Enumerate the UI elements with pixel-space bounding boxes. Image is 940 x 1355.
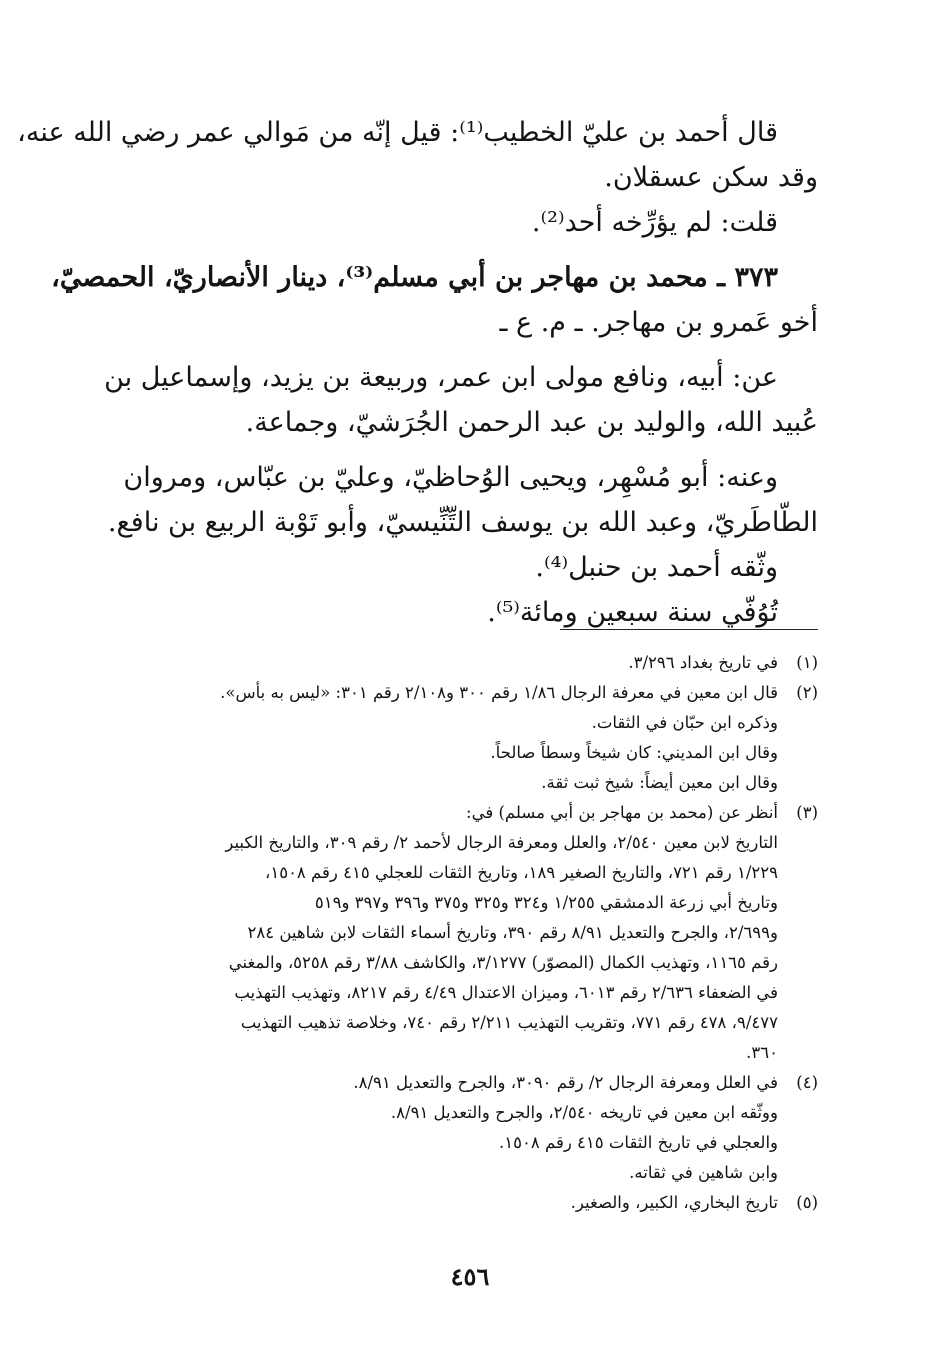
page-number: ٤٥٦	[450, 1262, 490, 1291]
footnote-line: وتاريخ أبي زرعة الدمشقي ١/٢٥٥ و٣٢٤ و٣٢٥ و٣٧٥ و٣٩٦ و٣٩٧ و٥١٩	[314, 893, 778, 912]
body-line: قلت: لم يؤرِّخه أحد⁽²⁾.	[531, 207, 778, 238]
footnote-line: ٩/٤٧٧، ٤٧٨ رقم ٧٧١، وتقريب التهذيب ٢/٢١١ رقم ٧٤٠، وخلاصة تذهيب التهذيب	[240, 1013, 778, 1032]
body-line: وعنه: أبو مُسْهِر، ويحيى الوُحاظيّ، وعليّ بن عبّاس، ومروان	[123, 462, 778, 493]
footnote-line: و٢/٦٩٩، والجرح والتعديل ٨/٩١ رقم ٣٩٠، وتاريخ أسماء الثقات لابن شاهين ٢٨٤	[247, 923, 778, 942]
body-line: الطّاطَريّ، وعبد الله بن يوسف التِّنِّيسيّ، وأبو تَوْبة الربيع بن نافع.	[107, 507, 818, 538]
footnote-separator	[560, 629, 818, 630]
footnote-line: (١)في تاريخ بغداد ٣/٢٩٦.	[118, 648, 818, 678]
entry-heading: ٣٧٣ ـ محمد بن مهاجر بن أبي مسلم⁽³⁾، دينار الأنصاريّ، الحمصيّ،	[51, 262, 778, 293]
footnote-line: ووثّقه ابن معين في تاريخه ٢/٥٤٠، والجرح والتعديل ٨/٩١.	[390, 1103, 778, 1122]
footnote-line: (٢)قال ابن معين في معرفة الرجال ١/٨٦ رقم ٣٠٠ و٢/١٠٨ رقم ٣٠١: «ليس به بأس».	[118, 678, 818, 708]
main-text	[17, 110, 818, 635]
footnotes	[118, 648, 818, 1218]
footnote-line: وقال ابن المديني: كان شيخاً وسطاً صالحاً.	[490, 743, 778, 762]
body-line: عُبيد الله، والوليد بن عبد الرحمن الجُرَشيّ، وجماعة.	[245, 407, 818, 438]
body-line: عن: أبيه، ونافع مولى ابن عمر، وربيعة بن يزيد، وإسماعيل بن	[104, 362, 778, 393]
footnote-line: (٤)في العلل ومعرفة الرجال ٢/ رقم ٣٠٩٠، والجرح والتعديل ٨/٩١.	[118, 1068, 818, 1098]
footnote-line: وقال ابن معين أيضاً: شيخ ثبت ثقة.	[541, 773, 778, 792]
footnote-line: والعجلي في تاريخ الثقات ٤١٥ رقم ١٥٠٨.	[499, 1133, 778, 1152]
footnote-line: في الضعفاء ٢/٦٣٦ رقم ٦٠١٣، وميزان الاعتدال ٤/٤٩ رقم ٨٢١٧، وتهذيب التهذيب	[234, 983, 778, 1002]
footnote-number: (٢)	[796, 683, 818, 702]
body-line: وثّقه أحمد بن حنبل⁽⁴⁾.	[535, 552, 778, 583]
body-line: تُوُفّي سنة سبعين ومائة⁽⁵⁾.	[487, 597, 778, 628]
footnote-line: (٥)تاريخ البخاري، الكبير، والصغير.	[118, 1188, 818, 1218]
footnote-number: (٣)	[796, 803, 818, 822]
footnote-line: رقم ١١٦٥، وتهذيب الكمال (المصوّر) ٣/١٢٧٧، والكاشف ٣/٨٨ رقم ٥٢٥٨، والمغني	[228, 953, 778, 972]
footnote-number: (٤)	[796, 1073, 818, 1092]
body-line: أخو عَمرو بن مهاجر. ـ م. ع ـ	[499, 307, 818, 338]
footnote-number: (١)	[796, 653, 818, 672]
footnote-line: وذكره ابن حبّان في الثقات.	[591, 713, 778, 732]
footnote-line: ١/٢٢٩ رقم ٧٢١، والتاريخ الصغير ١٨٩، وتاريخ الثقات للعجلي ٤١٥ رقم ١٥٠٨،	[265, 863, 778, 882]
body-line: وقد سكن عسقلان.	[604, 162, 818, 193]
footnote-number: (٥)	[796, 1193, 818, 1212]
footnote-line: وابن شاهين في ثقاته.	[629, 1163, 778, 1182]
footnote-line: (٣)أنظر عن (محمد بن مهاجر بن أبي مسلم) في:	[118, 798, 818, 828]
footnote-line: التاريخ لابن معين ٢/٥٤٠، والعلل ومعرفة الرجال لأحمد ٢/ رقم ٣٠٩، والتاريخ الكبير	[225, 833, 778, 852]
body-line: قال أحمد بن عليّ الخطيب⁽¹⁾: قيل إنّه من مَوالي عمر رضي الله عنه،	[17, 117, 778, 148]
footnote-line: ٣٦٠.	[746, 1043, 778, 1062]
